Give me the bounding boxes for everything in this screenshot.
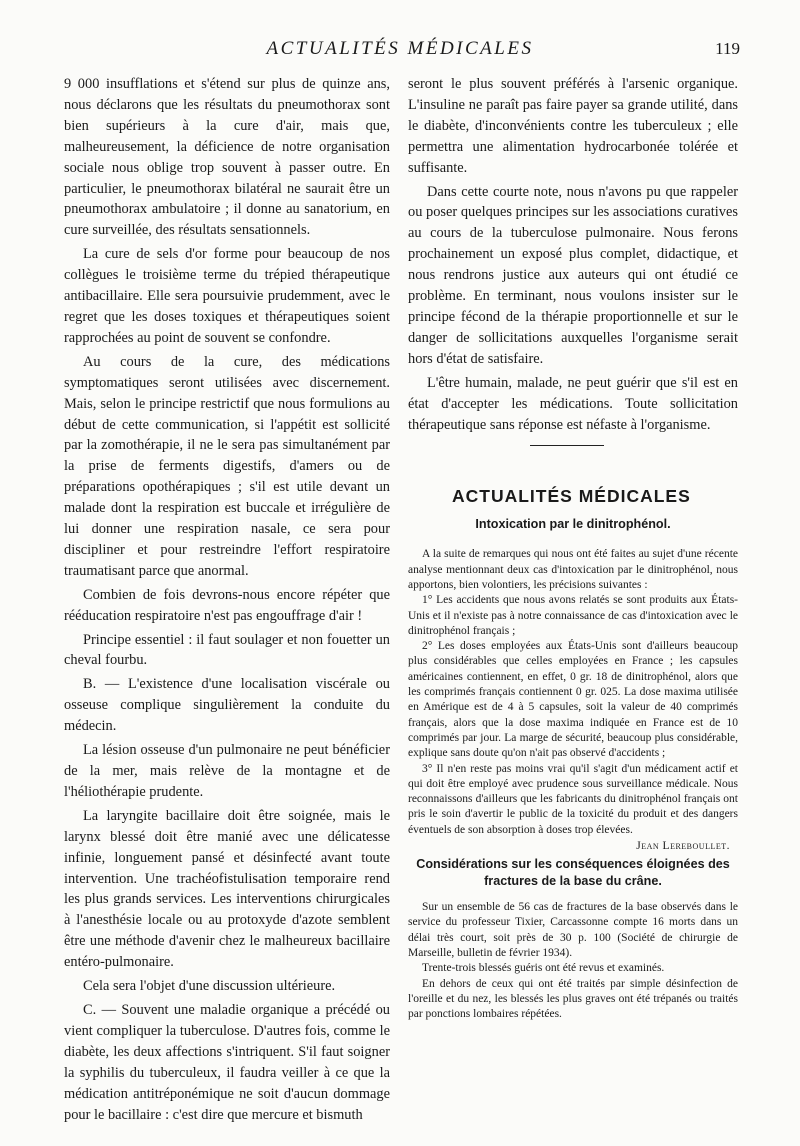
paragraph: Au cours de la cure, des médications symptomatiques seront utilisées avec discernement. Mais, selon le principe restrictif que nous formulions au début de cette communication, si l'appétit est sollicité par la zomothérapie, il ne le sera pas simultanément par la prise de ferments digestifs, d'amers ou de préparations opothérapiques ; s'il est utile devant un malade dont la respiration est buccale et irrégulière de lui donner une respiration nasale, ce sera pour discipliner et pour restreindre l'effort respiratoire traumatisant parce que anormal.	[64, 353, 390, 579]
article-title: Intoxication par le dinitrophénol.	[475, 517, 671, 532]
paragraph: La laryngite bacillaire doit être soignée, mais le larynx blessé doit être manié avec une délicatesse infinie, longuement pansé et désinfecté avant toute intervention. Une trachéofistulisation temporaire rend les plus grands services. Les interventions chirurgicales à l'anesthésie locale ou au protoxyde d'azote semblent être une méthode d'avenir chez le malheureux bacillaire entéro-pulmonaire.	[64, 807, 390, 971]
paragraph: seront le plus souvent préférés à l'arsenic organique. L'insuline ne paraît pas faire payer sa grande utilité, dans le diabète, d'inconvénients contre les tuberculeux ; elle permettra une alimentation hydrocarbonée tolérée et suffisante.	[408, 76, 738, 176]
paragraph: Combien de fois devrons-nous encore répéter que rééducation respiratoire n'est pas engouffrage d'air !	[64, 586, 390, 624]
list-item: 1° Les accidents que nous avons relatés se sont produits aux États-Unis et il n'existe pas à notre connaissance de cas d'intoxication avec le dinitrophénol français ;	[408, 594, 738, 637]
paragraph: En dehors de ceux qui ont été traités par simple désinfection de l'oreille et du nez, les blessés les plus graves ont été trépanés ou traités par ponctions lombaires répétées.	[408, 977, 738, 1021]
paragraph: Principe essentiel : il faut soulager et non fouetter un cheval fourbu.	[64, 631, 390, 669]
article-body	[408, 547, 738, 838]
section-title: ACTUALITÉS MÉDICALES	[452, 486, 691, 507]
paragraph: Trente-trois blessés guéris ont été revus et examinés.	[422, 962, 665, 975]
list-item: 2° Les doses employées aux États-Unis sont d'ailleurs beaucoup plus considérables que celles employées en France ; les capsules américaines contiennent, en effet, 0 gr. 18 de dinitrophénol, alors que les comprimés français contiennent 0 gr. 025. La dose maxima utilisée en Amérique est de 4 à 5 capsules, soit la valeur de 40 comprimés français, alors que la dose maxima indiquée en France est de 10 comprimés par jour. La marge de sécurité, beaucoup plus considérable, explique sans doute qu'on n'ait pas observé d'accidents ;	[408, 640, 738, 760]
article-body	[408, 900, 738, 1022]
paragraph: C. — Souvent une maladie organique a précédé ou vient compliquer la tuberculose. D'autres fois, comme le diabète, les deux affections s'intriquent. S'il faut soigner la syphilis du tuberculeux, il faudra veiller à ce que la médication antitréponémique ne soit d'aucun dommage pour le bacillaire : c'est dire que mercure et bismuth	[64, 1001, 390, 1123]
author-signature: Jean Lereboullet.	[636, 840, 730, 853]
continuation-text	[408, 74, 738, 435]
article-title: Considérations sur les conséquences éloignées des fractures de la base du crâne.	[416, 857, 730, 889]
paragraph: La cure de sels d'or forme pour beaucoup de nos collègues le troisième terme du trépied thérapeutique antibacillaire. Elle sera poursuivie prudemment, avec le regret que les doses toxiques et thérapeutiques soient rapprochées au point de souvent se confondre.	[64, 246, 390, 346]
paragraph: La lésion osseuse d'un pulmonaire ne peut bénéficier de la mer, mais relève de la montagne et de l'héliothérapie prudente.	[64, 742, 390, 800]
running-head	[0, 38, 800, 64]
paragraph: 9 000 insufflations et s'étend sur plus de quinze ans, nous déclarons que les résultats du pneumothorax sont bien supérieurs à la cure d'air, mais que, malheureusement, la déficience de notre organisation sociale nous oblige trop souvent à passer outre. En particulier, le pneumothorax bilatéral ne saurait être un pneumothorax ambulatoire ; il donne au sanatorium, en cure surveillée, des résultats sensationnels.	[64, 76, 390, 239]
left-column	[64, 74, 390, 1124]
paragraph: Cela sera l'objet d'une discussion ultérieure.	[83, 978, 336, 995]
paragraph: A la suite de remarques qui nous ont été faites au sujet d'une récente analyse mentionnant deux cas d'intoxication par le dinitrophénol, nous apportons, bien volontiers, les précisions suivantes :	[408, 548, 738, 591]
paragraph: B. — L'existence d'une localisation viscérale ou osseuse complique singulièrement la conduite du médecin.	[64, 676, 390, 735]
paragraph: L'être humain, malade, ne peut guérir que s'il est en état d'accepter les médications. Toute sollicitation thérapeutique sans réponse est néfaste à l'organisme.	[408, 374, 738, 433]
right-column	[408, 74, 738, 1124]
paragraph: Sur un ensemble de 56 cas de fractures de la base observés dans le service du professeur Tixier, Carcassonne compte 16 morts dans un délai très court, soit près de 30 p. 100 (Société de chirurgie de Marseille, bulletin de février 1934).	[408, 901, 738, 959]
running-title: ACTUALITÉS MÉDICALES	[266, 38, 534, 59]
divider	[530, 445, 604, 446]
paragraph: Dans cette courte note, nous n'avons pu que rappeler ou poser quelques principes sur les associations curatives au cours de la tuberculose pulmonaire. Nous ferons prochainement un exposé plus complet, didactique, et nous rendrons justice aux auteurs qui ont étudié ce problème. En terminant, nous voulons insister sur le principe fécond de la thérapie proportionnelle et sur le danger de sollicitations auxquelles l'organisme serait hors d'état de satisfaire.	[408, 183, 738, 367]
list-item: 3° Il n'en reste pas moins vrai qu'il s'agit d'un médicament actif et qui doit être employé avec prudence sous surveillance médicale. Nous reconnaissons d'ailleurs que les fabricants du dinitrophénol français ont pris le soin d'avertir le public de la toxicité du produit et des dangers éventuels de son absorption à doses trop élevées.	[408, 762, 738, 836]
page-number: 119	[715, 39, 740, 58]
